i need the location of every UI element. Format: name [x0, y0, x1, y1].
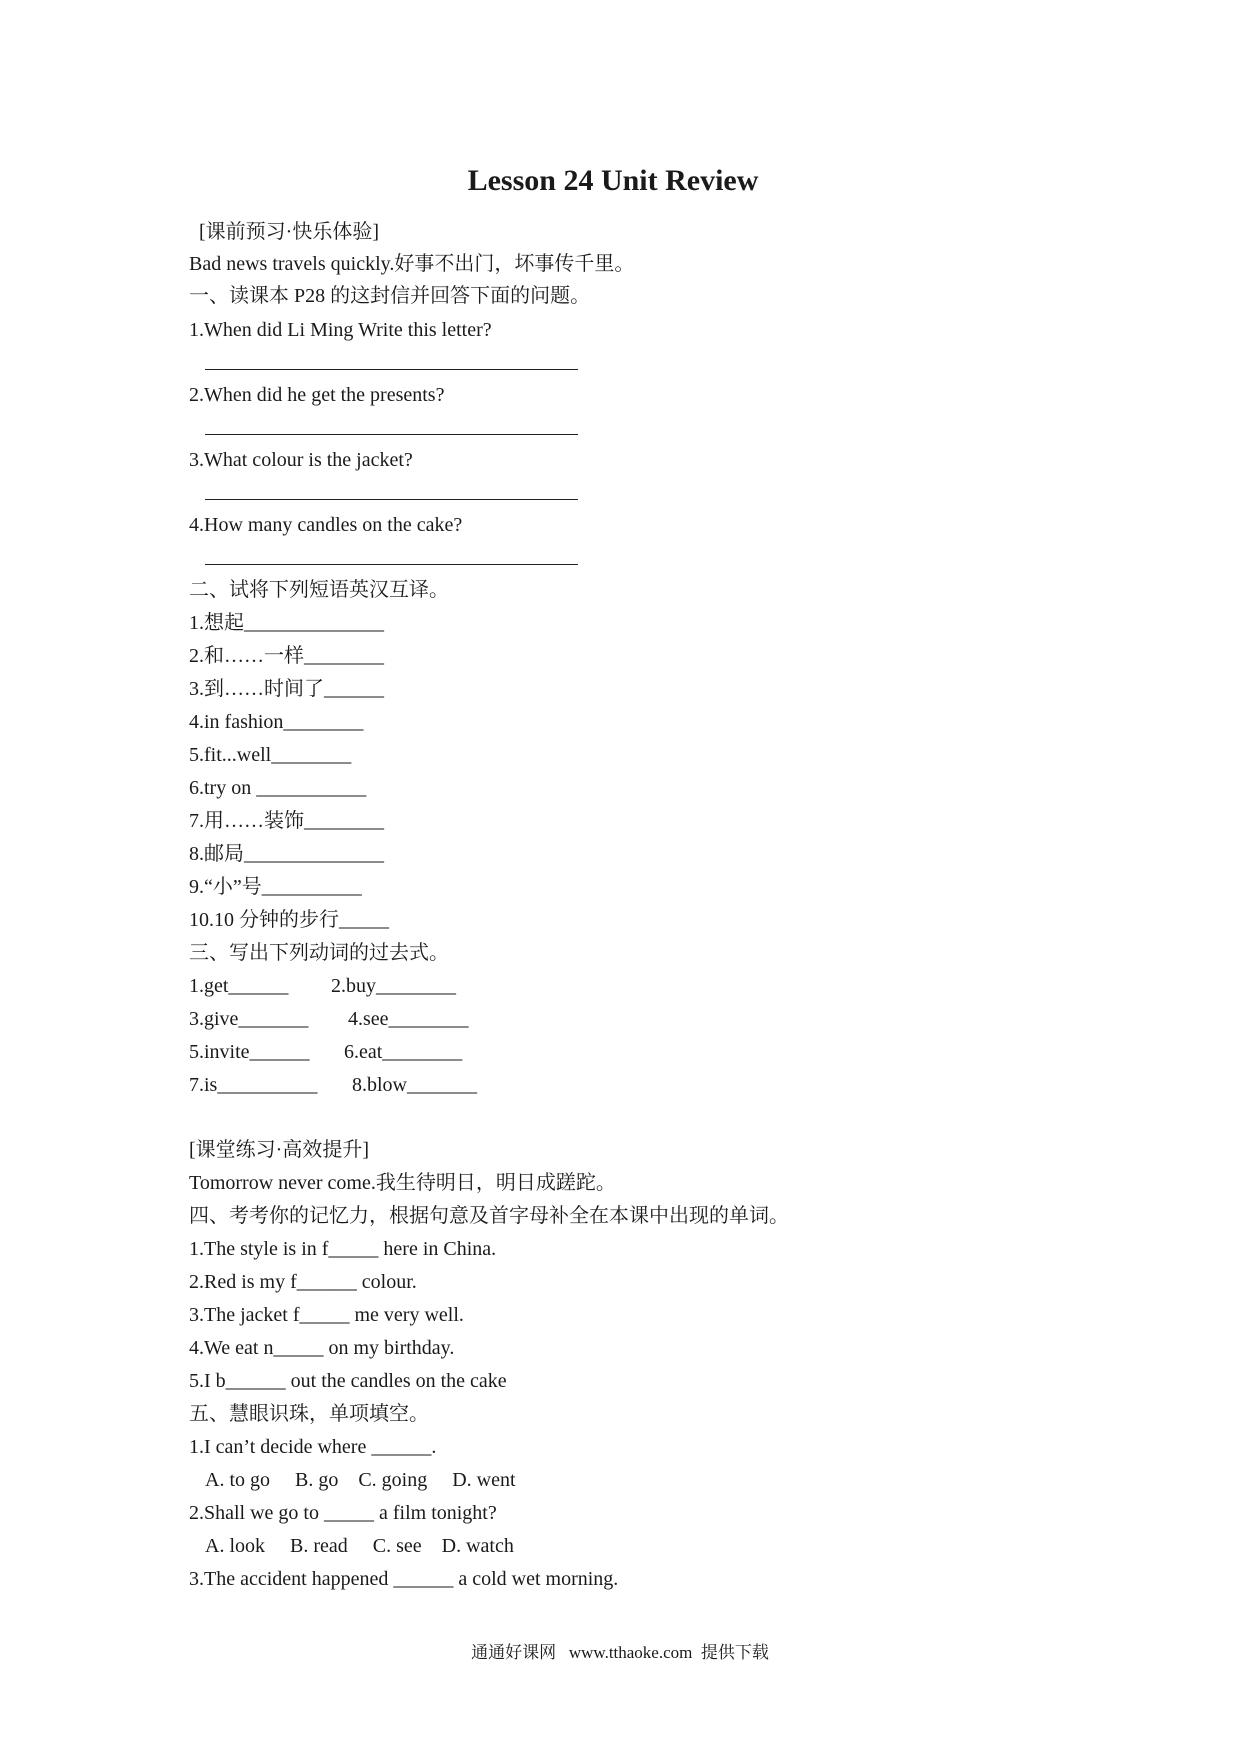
section-practice-label: [课堂练习·高效提升] — [189, 1139, 369, 1161]
part2-item[interactable]: 1.想起______________ — [189, 612, 384, 634]
part3-heading: 三、写出下列动词的过去式。 — [189, 942, 449, 964]
part4-item[interactable]: 4.We eat n_____ on my birthday. — [189, 1337, 455, 1359]
part2-item[interactable]: 2.和……一样________ — [189, 645, 384, 667]
part3-item[interactable]: 6.eat________ — [344, 1041, 463, 1063]
part5-question-1[interactable]: 1.I can’t decide where ______. — [189, 1436, 437, 1458]
part2-item[interactable]: 8.邮局______________ — [189, 843, 384, 865]
part1-question-4: 4.How many candles on the cake? — [189, 514, 463, 536]
part3-item[interactable]: 7.is__________ — [189, 1074, 318, 1096]
part2-item[interactable]: 3.到……时间了______ — [189, 678, 384, 700]
part5-question-3[interactable]: 3.The accident happened ______ a cold wet morning. — [189, 1568, 619, 1590]
part4-heading: 四、考考你的记忆力，根据句意及首字母补全在本课中出现的单词。 — [189, 1205, 789, 1227]
part1-question-1: 1.When did Li Ming Write this letter? — [189, 319, 492, 341]
part2-item[interactable]: 6.try on ___________ — [189, 777, 367, 799]
part5-options-1[interactable]: A. to go B. go C. going D. went — [205, 1469, 516, 1491]
part3-item[interactable]: 5.invite______ — [189, 1041, 310, 1063]
part4-item[interactable]: 1.The style is in f_____ here in China. — [189, 1238, 497, 1260]
answer-line-2[interactable] — [205, 434, 578, 435]
answer-line-1[interactable] — [205, 369, 578, 370]
part5-options-2[interactable]: A. look B. read C. see D. watch — [205, 1535, 514, 1557]
part3-item[interactable]: 3.give_______ — [189, 1008, 309, 1030]
answer-line-3[interactable] — [205, 499, 578, 500]
part4-item[interactable]: 5.I b______ out the candles on the cake — [189, 1370, 507, 1392]
part4-item[interactable]: 3.The jacket f_____ me very well. — [189, 1304, 464, 1326]
proverb-1: Bad news travels quickly.好事不出门，坏事传千里。 — [189, 253, 635, 275]
part2-item[interactable]: 4.in fashion________ — [189, 711, 364, 733]
part3-item[interactable]: 1.get______ — [189, 975, 289, 997]
page-title: Lesson 24 Unit Review — [467, 164, 759, 197]
part2-item[interactable]: 10.10 分钟的步行_____ — [189, 909, 389, 931]
page-footer: 通通好课网 www.tthaoke.com 提供下载 — [471, 1643, 769, 1662]
part2-item[interactable]: 7.用……装饰________ — [189, 810, 384, 832]
part5-question-2[interactable]: 2.Shall we go to _____ a film tonight? — [189, 1502, 497, 1524]
part2-item[interactable]: 5.fit...well________ — [189, 744, 352, 766]
part4-item[interactable]: 2.Red is my f______ colour. — [189, 1271, 417, 1293]
part1-heading: 一、读课本 P28 的这封信并回答下面的问题。 — [189, 285, 591, 307]
part2-heading: 二、试将下列短语英汉互译。 — [189, 579, 449, 601]
part5-heading: 五、慧眼识珠，单项填空。 — [189, 1403, 429, 1425]
answer-line-4[interactable] — [205, 564, 578, 565]
part1-question-3: 3.What colour is the jacket? — [189, 449, 413, 471]
part2-item[interactable]: 9.“小”号__________ — [189, 876, 362, 898]
part1-question-2: 2.When did he get the presents? — [189, 384, 445, 406]
part3-item[interactable]: 2.buy________ — [331, 975, 456, 997]
section-preview-label: [课前预习·快乐体验] — [199, 221, 379, 243]
part3-item[interactable]: 8.blow_______ — [352, 1074, 477, 1096]
proverb-2: Tomorrow never come.我生待明日，明日成蹉跎。 — [189, 1172, 616, 1194]
part3-item[interactable]: 4.see________ — [348, 1008, 469, 1030]
